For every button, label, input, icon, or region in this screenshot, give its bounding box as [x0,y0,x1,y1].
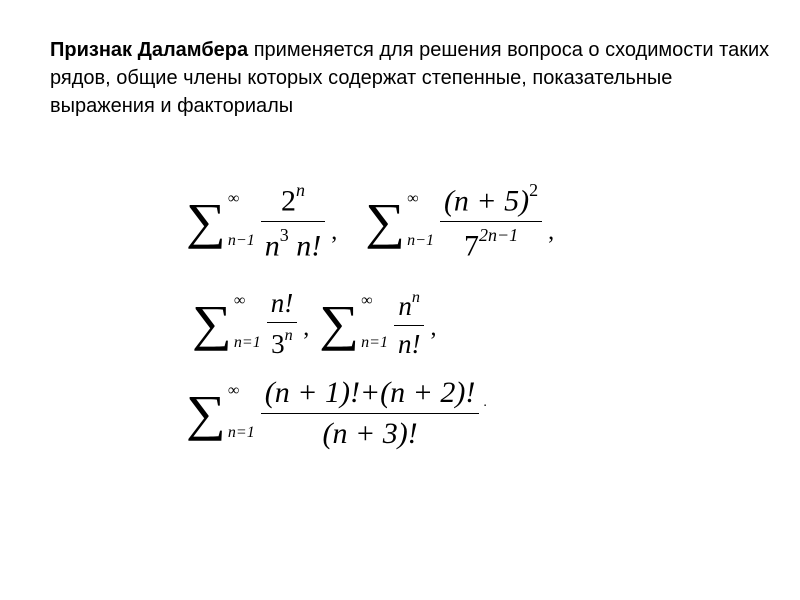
sigma-symbol: ∑ [186,193,226,250]
series-2 [365,180,582,264]
series-4 [319,288,464,360]
sigma-symbol: ∑ [365,193,406,250]
fraction: $\frac{n^n}{n!}$ [394,288,425,360]
lower-limit: n−1 [407,231,434,249]
separator-period: . [483,395,487,410]
upper-limit: ∞ [227,189,240,207]
lower-limit: n−1 [227,231,255,249]
separator-comma: , [548,218,555,245]
sigma-symbol: ∑ [186,385,226,442]
upper-limit: ∞ [361,291,373,309]
upper-limit: ∞ [233,291,246,309]
intro-body: применяется для решения вопроса о сходимости таких рядов, общие члены которых содержат степенные, показательные выражения и факториалы [50,39,770,117]
separator-comma: , [303,314,310,341]
separator-comma: , [430,314,437,341]
lower-limit: n=1 [233,333,261,351]
series-row-1 [186,180,582,264]
fraction: $\frac{2^n}{n^3 n!}$ [261,180,326,264]
series-1 [186,180,365,264]
sigma-symbol: ∑ [192,296,232,352]
fraction: $\frac{(n + 1)!+(n + 2)!}{(n + 3)!}$ [261,376,480,451]
upper-limit: ∞ [407,189,419,207]
fraction: $\frac{n!}{3^n}$ [267,288,298,360]
upper-limit: ∞ [227,381,240,399]
fraction: $\frac{(n + 5)^2}{7^{2n-1}}$ [440,180,542,264]
series-5 [186,376,515,451]
lower-limit: n=1 [227,423,255,441]
sigma-symbol: ∑ [319,296,360,352]
series-3 [192,288,319,360]
intro-paragraph [50,36,770,120]
series-row-2 [192,288,464,360]
series-row-3 [186,376,515,451]
lower-limit: n=1 [361,333,388,351]
separator-comma: , [331,218,338,245]
intro-title: Признак Даламбера [50,39,249,61]
